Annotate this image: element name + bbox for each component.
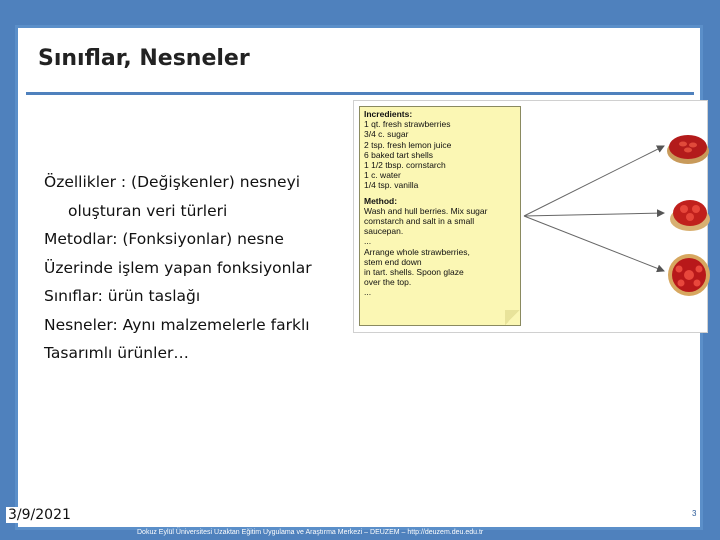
method-line: stem end down (364, 256, 422, 267)
arrow-line (524, 216, 664, 271)
method-line: cornstarch and salt in a small (364, 216, 475, 227)
method-line: over the top. (364, 277, 412, 288)
slide-date: 3/9/2021 (8, 507, 71, 523)
body-line: oluşturan veri türleri (68, 201, 228, 220)
recipe-illustration (353, 100, 708, 333)
ingredients-heading: Incredients: (364, 109, 413, 119)
title-divider (26, 92, 694, 95)
footer-institution: Dokuz Eylül Üniversitesi Uzaktan Eğitim Uygulama ve Araştırma Merkezi – DEUZEM – http://deuzem.deu.edu.tr (137, 529, 484, 536)
body-line: Sınıflar: ürün taslağı (44, 287, 201, 305)
strawberry-tart-image (668, 191, 712, 235)
strawberry-tart-image (666, 125, 710, 169)
recipe-arrows (354, 101, 709, 334)
method-line: saucepan. (364, 226, 404, 237)
ingredient-line: 1/4 tsp. vanilla (364, 180, 419, 191)
ingredient-line: 2 tsp. fresh lemon juice (364, 139, 452, 150)
method-line: ... (364, 287, 372, 298)
method-line: Wash and hull berries. Mix sugar (364, 205, 488, 216)
method-heading: Method: (364, 195, 398, 206)
body-text (44, 168, 354, 368)
method-line: ... (364, 236, 372, 247)
ingredient-line: 6 baked tart shells (364, 149, 433, 160)
strawberry-tart-image (667, 253, 711, 297)
body-line: Metodlar: (Fonksiyonlar) nesne (44, 230, 284, 248)
slide (15, 25, 703, 530)
ingredient-line: 1 1/2 tbsp. cornstarch (364, 160, 446, 171)
ingredient-line: 1 c. water (364, 170, 401, 181)
ingredient-line: 3/4 c. sugar (364, 129, 409, 140)
body-line: Üzerinde işlem yapan fonksiyonlar (44, 258, 312, 277)
arrow-line (524, 146, 664, 216)
page-number: 3 (692, 509, 697, 518)
method-line: in tart. shells. Spoon glaze (364, 267, 464, 278)
slide-title: Sınıflar, Nesneler (38, 46, 250, 71)
arrow-line (524, 213, 664, 216)
method-line: Arrange whole strawberries, (364, 246, 470, 257)
body-line: Özellikler : (Değişkenler) nesneyi (44, 173, 301, 191)
ingredient-line: 1 qt. fresh strawberries (364, 119, 451, 130)
body-line: Tasarımlı ürünler… (44, 344, 189, 362)
body-line: Nesneler: Aynı malzemelerle farklı (44, 315, 310, 334)
